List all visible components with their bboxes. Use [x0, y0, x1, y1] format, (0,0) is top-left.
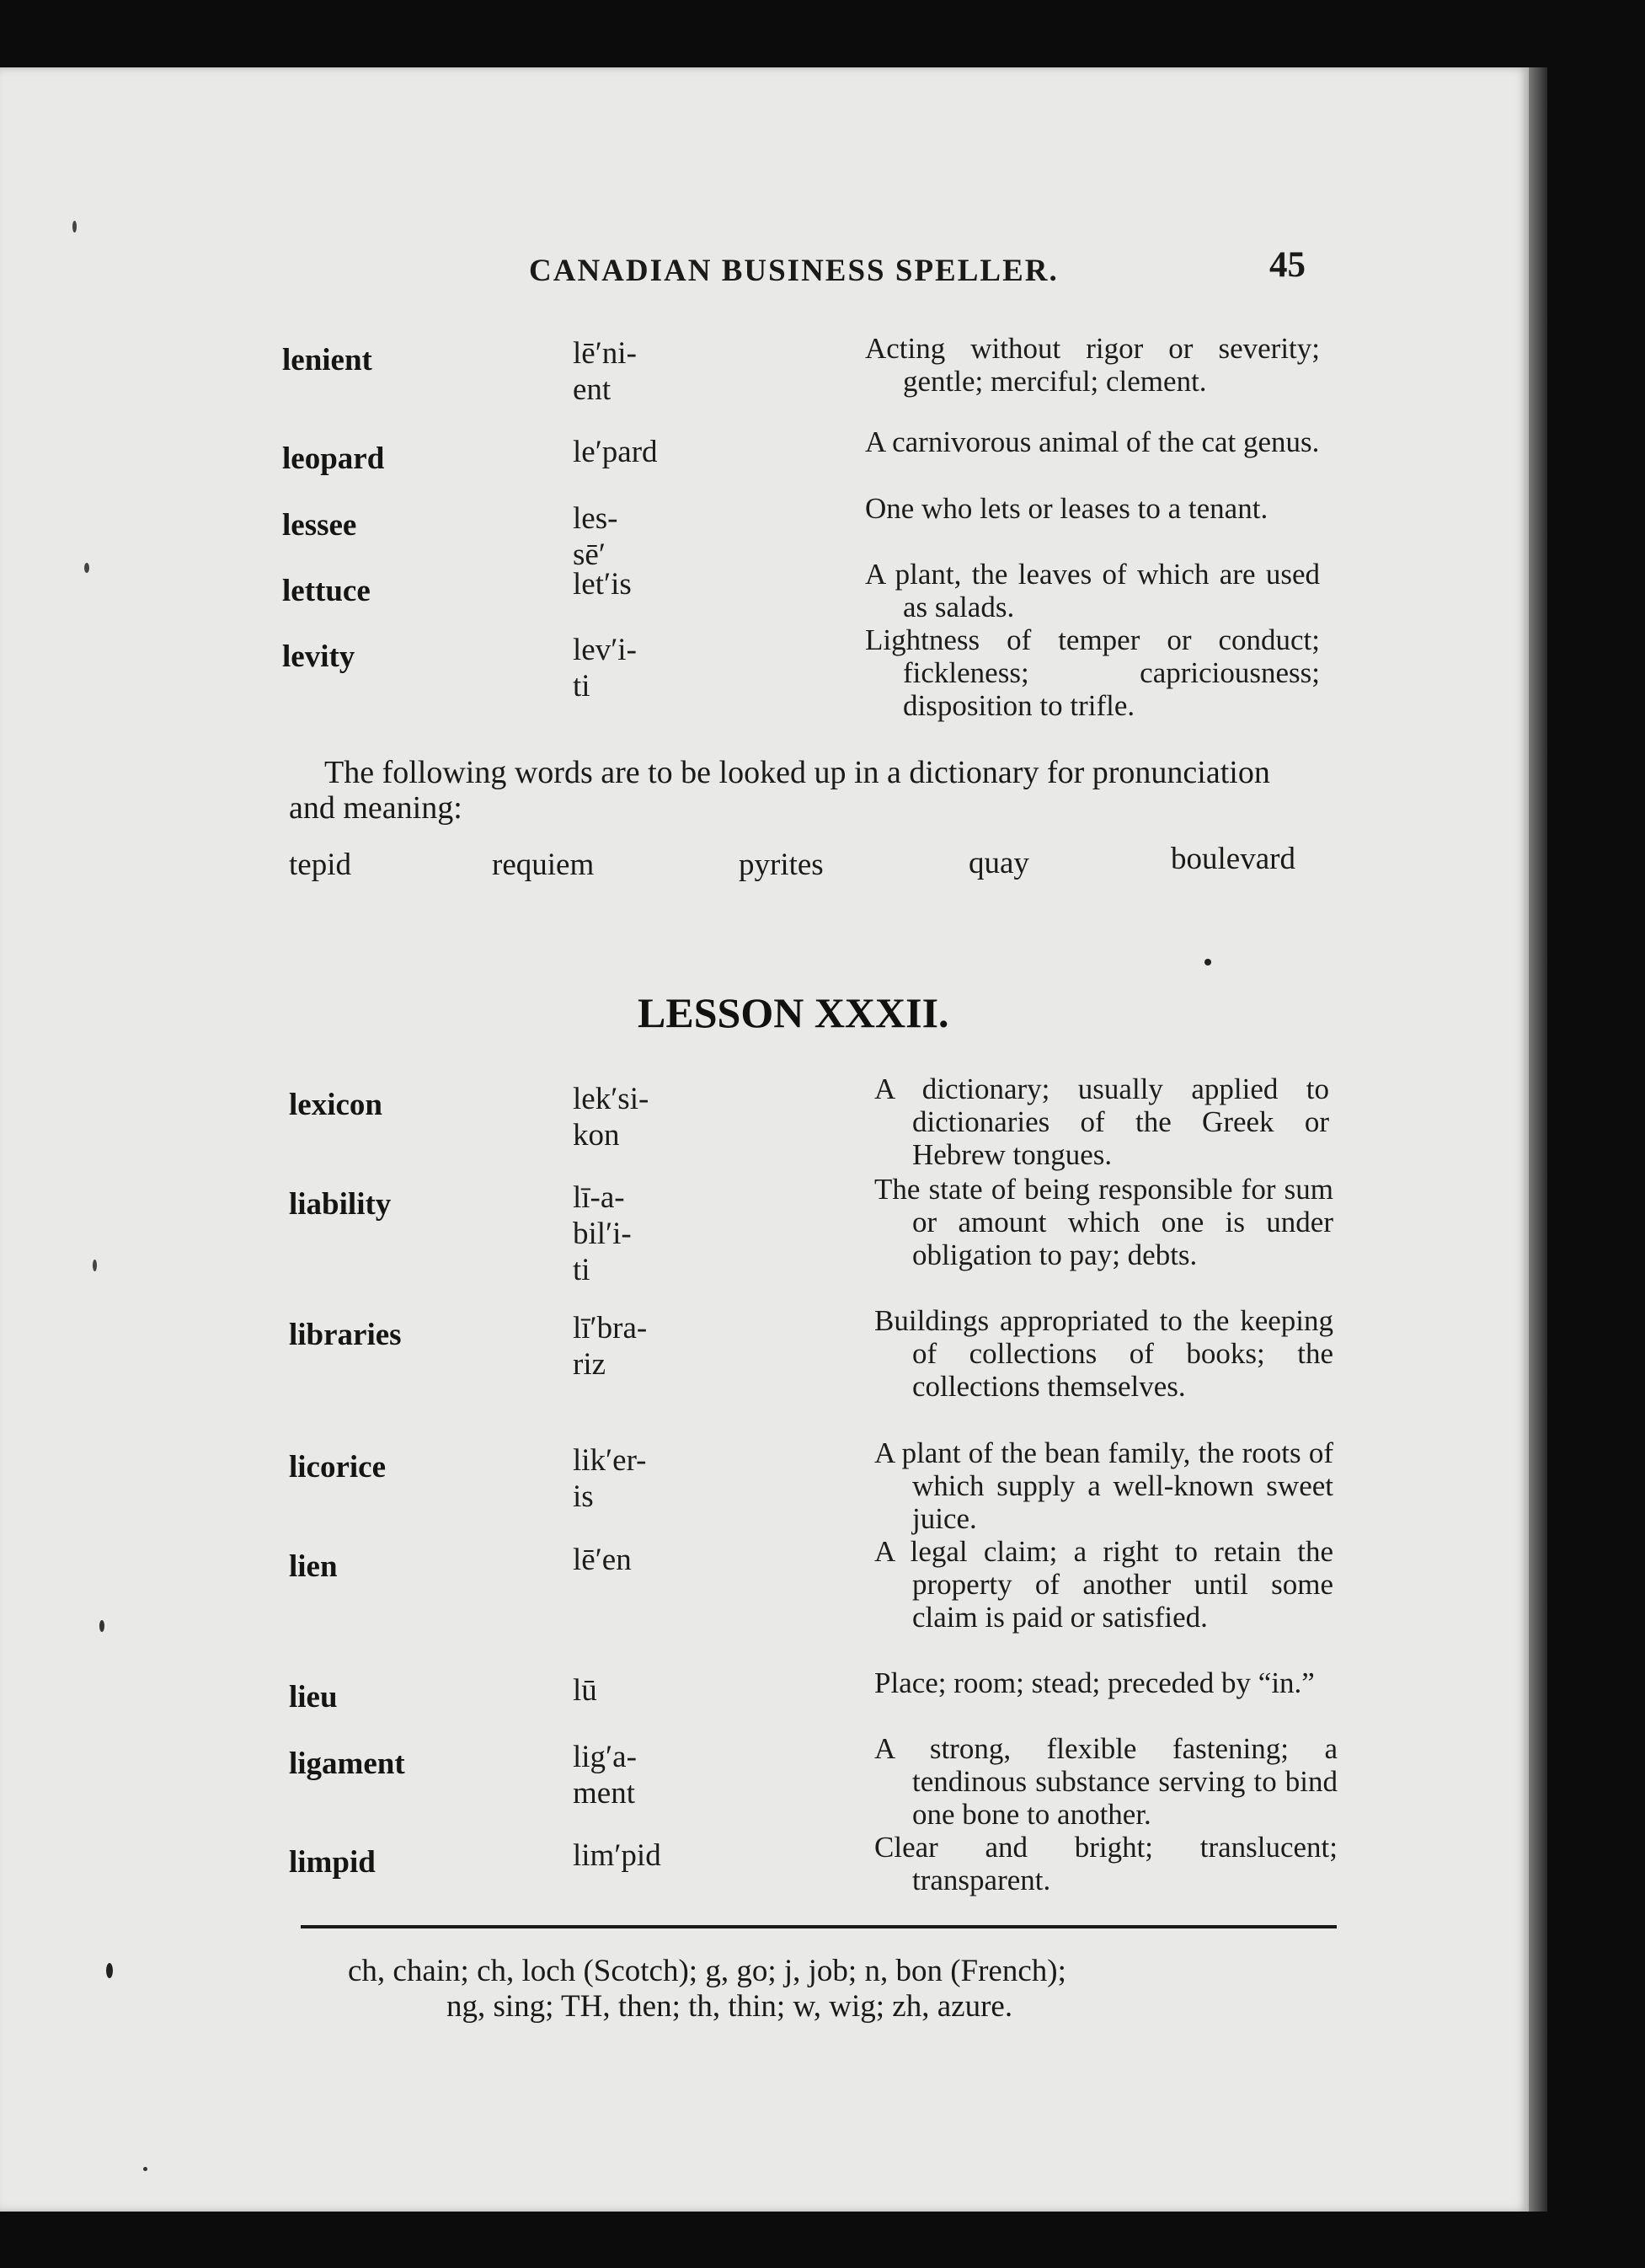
- entry-definition: Acting without rigor or severity; gentle; merciful; clement.: [865, 332, 1320, 398]
- entry-definition: Lightness of temper or conduct; fickleness; capriciousness; disposition to trifle.: [865, 623, 1320, 722]
- page-edge: [1529, 67, 1547, 2212]
- entry-pronunciation: lek′si-kon: [573, 1082, 649, 1153]
- entry-word: lien: [289, 1549, 338, 1584]
- entry-pronunciation: lik′er-is: [573, 1443, 647, 1514]
- entry-definition: A plant, the leaves of which are used as salads.: [865, 558, 1320, 623]
- entry-definition: Buildings appropriated to the keeping of collections of books; the collections themselves.: [874, 1304, 1333, 1403]
- entry-pronunciation: lig′a-ment: [573, 1740, 637, 1811]
- page-number: 45: [1269, 245, 1306, 285]
- entry-pronunciation: lē′ni-ent: [573, 336, 637, 407]
- entry-pronunciation: lē′en: [573, 1543, 632, 1577]
- scan-speck: [106, 1963, 113, 1978]
- entry-word: liability: [289, 1187, 392, 1222]
- entry-definition: A strong, flexible fastening; a tendinous substance serving to bind one bone to another.: [874, 1732, 1338, 1831]
- lookup-word: boulevard: [1171, 842, 1295, 876]
- entry-definition: The state of being responsible for sum or amount which one is under obligation to pay; debts.: [874, 1173, 1333, 1271]
- entry-word: libraries: [289, 1318, 402, 1352]
- entry-definition: A dictionary; usually applied to dictionaries of the Greek or Hebrew tongues.: [874, 1072, 1329, 1171]
- entry-definition: A plant of the bean family, the roots of which supply a well-known sweet juice.: [874, 1436, 1333, 1535]
- entry-word: lettuce: [282, 574, 371, 608]
- lookup-word: requiem: [492, 848, 595, 882]
- lookup-word: tepid: [289, 848, 351, 882]
- entry-definition: A carnivorous animal of the cat genus.: [865, 425, 1320, 458]
- entry-word: lexicon: [289, 1088, 382, 1122]
- entry-pronunciation: les-sē′: [573, 501, 618, 572]
- pronunciation-key-line: ng, sing; TH, then; th, thin; w, wig; zh, azure.: [446, 1989, 1013, 2024]
- pronunciation-key-line: ch, chain; ch, loch (Scotch); g, go; j, job; n, bon (French);: [348, 1954, 1066, 1988]
- entry-word: lessee: [282, 508, 357, 543]
- entry-word: lenient: [282, 343, 372, 377]
- lesson-title: LESSON XXXII.: [638, 989, 949, 1036]
- entry-word: levity: [282, 639, 355, 674]
- entry-definition: A legal claim; a right to retain the property of another until some claim is paid or satisfied.: [874, 1535, 1333, 1634]
- instruction-paragraph: The following words are to be looked up in a dictionary for pronunciation and meaning:: [289, 755, 1270, 826]
- entry-pronunciation: lim′pid: [573, 1838, 661, 1873]
- entry-definition: One who lets or leases to a tenant.: [865, 492, 1268, 525]
- entry-pronunciation: lī-a-bil′i-ti: [573, 1180, 632, 1287]
- footer-rule: [301, 1925, 1337, 1928]
- running-title: CANADIAN BUSINESS SPELLER.: [529, 254, 1059, 288]
- scan-speck: [72, 221, 77, 233]
- entry-definition: Clear and bright; translucent; transparent.: [874, 1831, 1338, 1896]
- lookup-word: quay: [969, 846, 1029, 880]
- entry-pronunciation: lī′bra-riz: [573, 1311, 648, 1382]
- entry-word: lieu: [289, 1680, 338, 1714]
- entry-pronunciation: let′is: [573, 567, 632, 602]
- entry-word: ligament: [289, 1746, 405, 1781]
- entry-pronunciation: le′pard: [573, 435, 658, 469]
- lookup-word: pyrites: [739, 848, 824, 882]
- entry-word: licorice: [289, 1450, 387, 1484]
- scan-speck: [1204, 959, 1211, 966]
- entry-pronunciation: lev′i-ti: [573, 633, 637, 703]
- entry-word: leopard: [282, 441, 385, 476]
- scan-speck: [143, 2167, 147, 2171]
- scan-speck: [99, 1620, 104, 1632]
- entry-definition: Place; room; stead; preceded by “in.”: [874, 1666, 1315, 1699]
- scan-speck: [93, 1260, 97, 1271]
- entry-word: limpid: [289, 1845, 376, 1880]
- entry-pronunciation: lū: [573, 1673, 597, 1708]
- scan-speck: [84, 563, 89, 573]
